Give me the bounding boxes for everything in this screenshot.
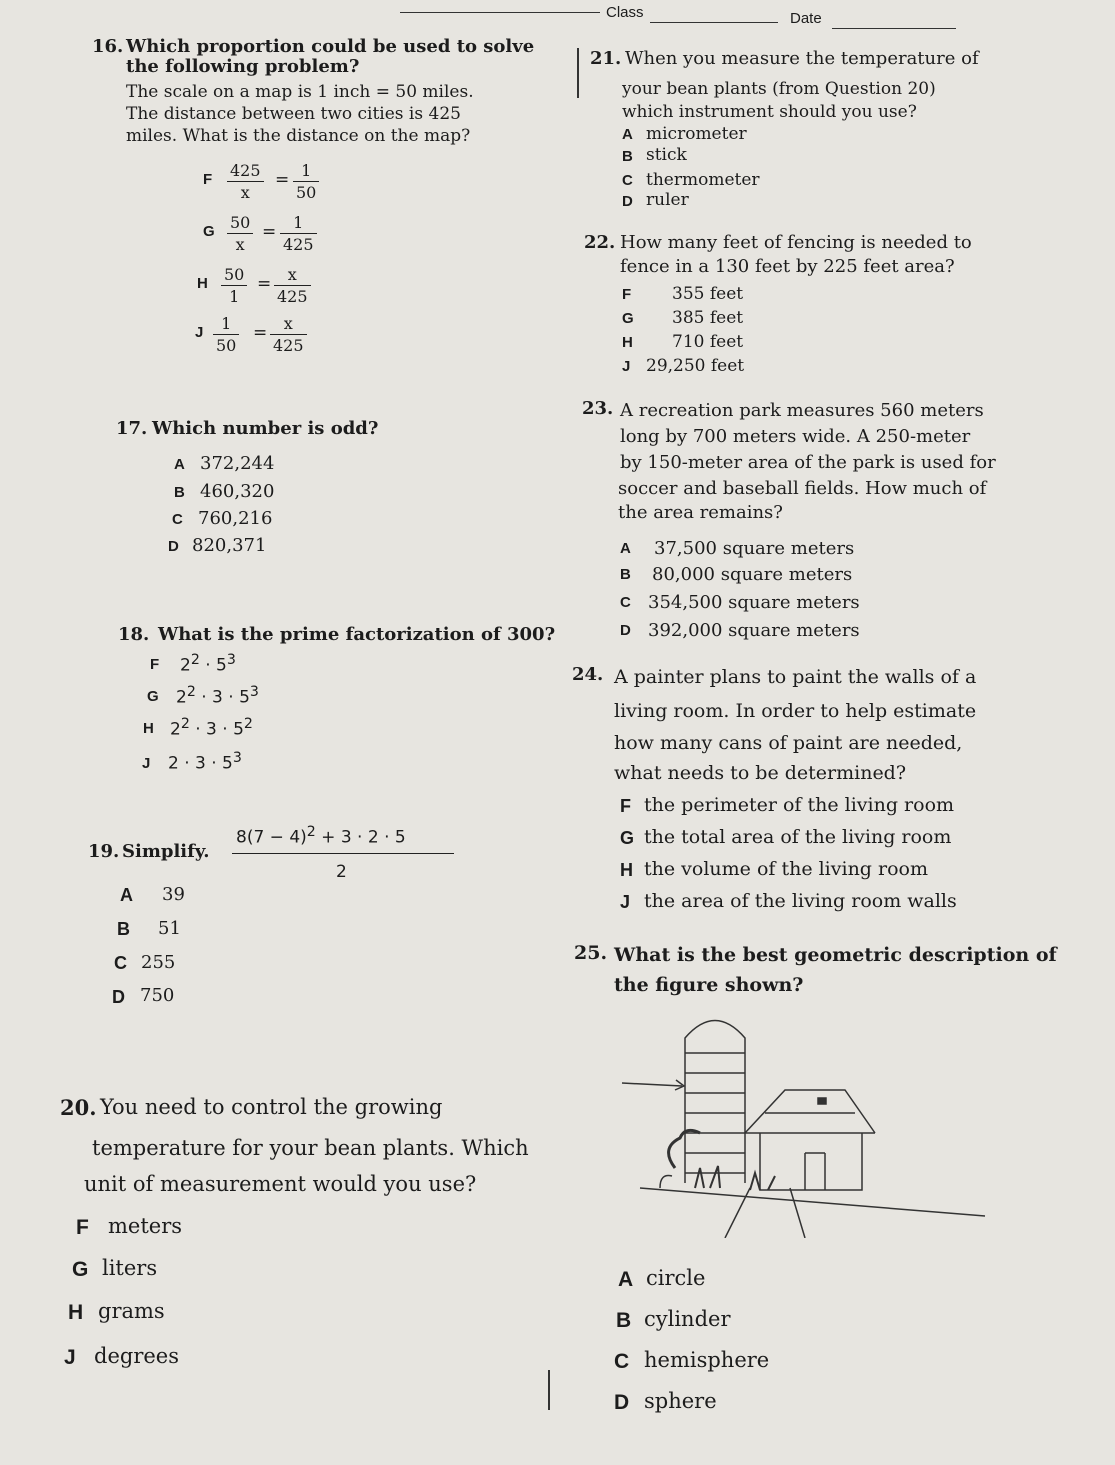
q19-denominator: 2 [336,862,347,882]
q16-h-n1: 50 [221,264,247,286]
q18-h-letter: H [143,720,154,737]
q24-line2: living room. In order to help estimate [614,700,977,722]
q16-p1: The scale on a map is 1 inch = 50 miles. [126,82,474,102]
q21-number: 21. [590,48,622,69]
q25-a-text: circle [646,1266,706,1290]
q16-f-frac1 [227,160,264,203]
q16-h-d1: 1 [229,287,240,306]
q18-f-base: 2 [180,655,191,676]
q16-j-n2: x [270,313,307,335]
q25-c-letter: C [614,1350,630,1373]
q23-line3: by 150-meter area of the park is used for [620,452,996,473]
q18-g-expr [176,684,259,708]
q17-c-text: 760,216 [198,508,273,529]
q16-line1: Which proportion could be used to solve [126,36,535,57]
q22-h-text: 710 feet [672,332,744,352]
silo-outline [685,1021,745,1184]
q16-f-n2: 1 [293,160,319,182]
q22-j-letter: J [622,358,631,375]
q16-j-n1: 1 [213,313,239,335]
q16-h-eq: = [257,274,272,294]
q20-j-letter: J [64,1346,76,1369]
q25-a-letter: A [618,1268,634,1291]
q23-number: 23. [582,398,614,419]
q17-number: 17. [116,418,148,439]
q19-b-text: 51 [158,918,181,939]
q21-c-text: thermometer [646,170,760,190]
q25-line1: What is the best geometric description of [614,944,1057,966]
q16-p2: The distance between two cities is 425 [126,104,461,124]
q23-line4: soccer and baseball fields. How much of [618,478,987,499]
q16-j-d1: 50 [216,336,237,355]
q17-a-letter: A [174,456,185,473]
q16-f-frac2 [293,160,319,203]
q24-g-letter: G [620,828,635,848]
q25-d-text: sphere [644,1389,717,1413]
q16-f-d1: x [240,183,250,202]
q19-b-letter: B [117,919,130,939]
q20-h-text: grams [98,1299,165,1323]
q16-p3: miles. What is the distance on the map? [126,126,471,146]
q16-h-frac2 [274,264,311,307]
q19-d-text: 750 [140,985,175,1006]
q21-b-text: stick [646,145,687,165]
q16-j-frac2 [270,313,307,356]
q17-b-letter: B [174,484,185,501]
q19-a-letter: A [120,885,133,905]
q23-line2: long by 700 meters wide. A 250-meter [620,426,971,447]
q24-line4: what needs to be determined? [614,762,907,784]
q19-num-a: 8(7 − 4) [236,827,307,848]
q19-a-text: 39 [162,884,185,905]
q18-g-mid: · 3 · 5 [195,687,250,708]
q16-g-letter: G [203,223,215,240]
q24-f-text: the perimeter of the living room [644,794,955,816]
q16-number: 16. [92,36,124,57]
q18-j-exp2: 3 [232,750,242,766]
q21-d-text: ruler [646,190,689,210]
q23-a-letter: A [620,540,631,557]
q16-g-eq: = [262,222,277,242]
q22-line2: fence in a 130 feet by 225 feet area? [620,256,955,277]
q16-f-n1: 425 [227,160,264,182]
q18-h-mid: · 3 · 5 [189,719,244,740]
q18-g-exp2: 3 [249,684,259,700]
q23-d-letter: D [620,622,631,639]
q25-d-letter: D [614,1391,630,1414]
q18-j-letter: J [142,755,151,772]
q21-line3: which instrument should you use? [622,102,917,122]
q18-f-exp2: 3 [226,652,236,668]
q16-f-eq: = [275,170,290,190]
q18-number: 18. [118,624,150,645]
q16-g-frac1 [227,212,253,255]
q19-text: Simplify. [122,841,210,862]
q22-g-text: 385 feet [672,308,744,328]
date-blank [832,28,956,29]
q16-f-letter: F [203,171,213,188]
q22-number: 22. [584,232,616,253]
q17-b-text: 460,320 [200,481,275,502]
q21-line1: When you measure the temperature of [625,48,979,69]
top-rule [400,12,600,13]
q24-line3: how many cans of paint are needed, [614,732,963,754]
q21-d-letter: D [622,193,633,210]
q22-j-text: 29,250 feet [646,356,745,376]
q22-f-text: 355 feet [672,284,744,304]
q16-h-d2: 425 [277,287,308,306]
q18-j-base: 2 · 3 · 5 [168,753,233,774]
q18-f-exp: 2 [190,652,200,668]
q20-number: 20. [60,1095,97,1120]
q23-c-text: 354,500 square meters [648,592,860,613]
q23-d-text: 392,000 square meters [648,620,860,641]
q22-h-letter: H [622,334,633,351]
q17-text: Which number is odd? [152,418,379,439]
q18-f-mid: · 5 [199,655,227,676]
q22-g-letter: G [622,310,634,327]
q20-line2: temperature for your bean plants. Which [92,1136,529,1160]
q17-d-text: 820,371 [192,535,267,556]
q16-f-d2: 50 [296,183,317,202]
q17-d-letter: D [168,538,179,555]
q23-b-text: 80,000 square meters [652,564,853,585]
q17-c-letter: C [172,511,183,528]
q16-h-n2: x [274,264,311,286]
q23-line5: the area remains? [618,502,783,523]
q22-line1: How many feet of fencing is needed to [620,232,972,253]
q24-g-text: the total area of the living room [644,826,952,848]
q24-j-letter: J [620,892,631,912]
q20-h-letter: H [68,1301,84,1324]
q24-f-letter: F [620,796,631,816]
q19-d-letter: D [112,987,125,1007]
q25-line2: the figure shown? [614,974,804,996]
q24-number: 24. [572,664,604,685]
q23-b-letter: B [620,566,631,583]
q16-g-d1: x [235,235,245,254]
q18-g-base: 2 [176,687,187,708]
q16-g-n1: 50 [227,212,253,234]
q24-j-text: the area of the living room walls [644,890,957,912]
q20-g-letter: G [72,1258,89,1281]
q24-line1: A painter plans to paint the walls of a [614,666,977,688]
q18-h-expr [170,716,253,740]
q16-g-n2: 1 [280,212,317,234]
q16-j-d2: 425 [273,336,304,355]
q16-line2: the following problem? [126,56,360,77]
q20-f-letter: F [76,1216,89,1239]
q19-num-exp: 2 [306,824,316,840]
q25-c-text: hemisphere [644,1348,770,1372]
q20-line1: You need to control the growing [100,1095,443,1119]
q18-text: What is the prime factorization of 300? [158,624,556,645]
q18-g-letter: G [147,688,159,705]
q18-h-base: 2 [170,719,181,740]
q17-a-text: 372,244 [200,453,275,474]
ground-line [640,1188,985,1216]
q16-j-eq: = [253,323,268,343]
class-blank [650,22,778,23]
q19-fraction-bar [232,853,454,854]
q25-b-text: cylinder [644,1307,731,1331]
q18-h-exp: 2 [180,716,190,732]
q24-h-text: the volume of the living room [644,858,928,880]
q21-line2: your bean plants (from Question 20) [622,79,936,99]
q19-number: 19. [88,841,120,862]
q16-j-frac1 [213,313,239,356]
date-label: Date [790,10,822,27]
q23-line1: A recreation park measures 560 meters [620,400,984,421]
q16-g-d2: 425 [283,235,314,254]
q16-h-frac1 [221,264,247,307]
q25-number: 25. [574,942,608,964]
q23-c-letter: C [620,594,631,611]
q24-h-letter: H [620,860,633,880]
q16-h-letter: H [197,275,208,292]
q20-line3: unit of measurement would you use? [84,1172,477,1196]
silo-barn-figure [600,1008,1000,1238]
q18-f-letter: F [150,656,160,673]
bottom-column-divider [548,1370,550,1410]
q19-numerator [236,824,406,848]
q25-b-letter: B [616,1309,632,1332]
class-label: Class [606,4,644,21]
q20-j-text: degrees [94,1344,179,1368]
q23-a-text: 37,500 square meters [654,538,855,559]
q20-f-text: meters [108,1214,183,1238]
q18-f-expr [180,652,236,676]
q18-j-expr [168,750,242,774]
q19-num-b: + 3 · 2 · 5 [315,827,406,848]
q18-g-exp: 2 [186,684,196,700]
q21-a-text: micrometer [646,124,747,144]
q16-j-letter: J [195,324,204,341]
q20-g-text: liters [102,1256,158,1280]
q16-g-frac2 [280,212,317,255]
column-rule [577,48,579,98]
q21-c-letter: C [622,172,633,189]
q19-c-text: 255 [141,952,176,973]
q21-b-letter: B [622,148,633,165]
q21-a-letter: A [622,126,633,143]
q19-c-letter: C [114,953,127,973]
q18-h-exp2: 2 [243,716,253,732]
q22-f-letter: F [622,286,632,303]
